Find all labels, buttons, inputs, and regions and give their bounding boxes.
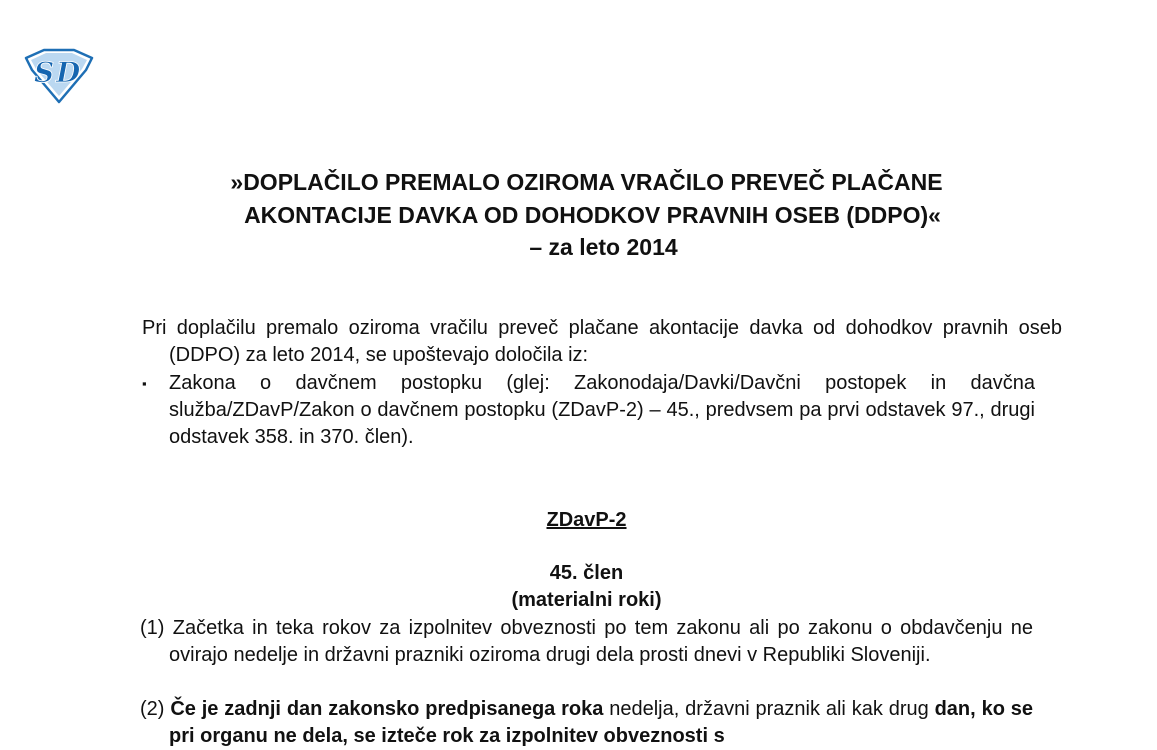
svg-text:D: D xyxy=(56,56,81,89)
paragraph-2-text: nedelja, državni praznik ali kak drug xyxy=(603,698,935,720)
paragraph-2-bold-2: dan, ko se pri organu ne dela, se izteče rok za izpolnitev obveznosti s xyxy=(169,698,1034,747)
paragraph-2 xyxy=(140,696,1033,750)
document-title-line-3: – za leto 2014 xyxy=(529,234,678,260)
bullet-item xyxy=(142,370,1035,451)
paragraph-1 xyxy=(140,615,1033,669)
paragraph-2-number: (2) xyxy=(140,698,165,720)
intro-paragraph: Pri doplačilu premalo oziroma vračilu preveč plačane akontacije davka od dohodkov pravnih oseb (DDPO) za leto 2014, se upoštevajo določila iz: xyxy=(142,317,1062,366)
svg-text:S: S xyxy=(34,56,55,89)
paragraph-2-bold-1: Če je zadnji dan zakonsko predpisanega roka xyxy=(170,698,604,720)
paragraph-1-text: Začetka in teka rokov za izpolnitev obveznosti po tem zakonu ali po zakonu o obdavčenju ne ovirajo nedelje in državni prazniki oziroma drugi dela prosti dnevi v Republiki Sloveniji. xyxy=(169,617,1033,666)
law-heading: ZDavP-2 xyxy=(546,509,627,531)
article-number: 45. člen xyxy=(549,562,624,584)
logo-emblem xyxy=(22,48,96,106)
bullet-text: Zakona o davčnem postopku (glej: Zakonodaja/Davki/Davčni postopek in davčna služba/ZDavP/Zakon o davčnem postopku (ZDavP-2) – 45., predvsem pa prvi odstavek 97., drugi odstavek 358. in 370. člen). xyxy=(169,372,1035,448)
bullet-marker: ▪ xyxy=(142,376,147,391)
document-title-line-1: »DOPLAČILO PREMALO OZIROMA VRAČILO PREVEČ PLAČANE xyxy=(230,169,943,195)
article-subtitle: (materialni roki) xyxy=(511,589,662,611)
document-title-line-2: AKONTACIJE DAVKA OD DOHODKOV PRAVNIH OSEB (DDPO)« xyxy=(244,202,941,228)
paragraph-1-number: (1) xyxy=(140,617,165,639)
